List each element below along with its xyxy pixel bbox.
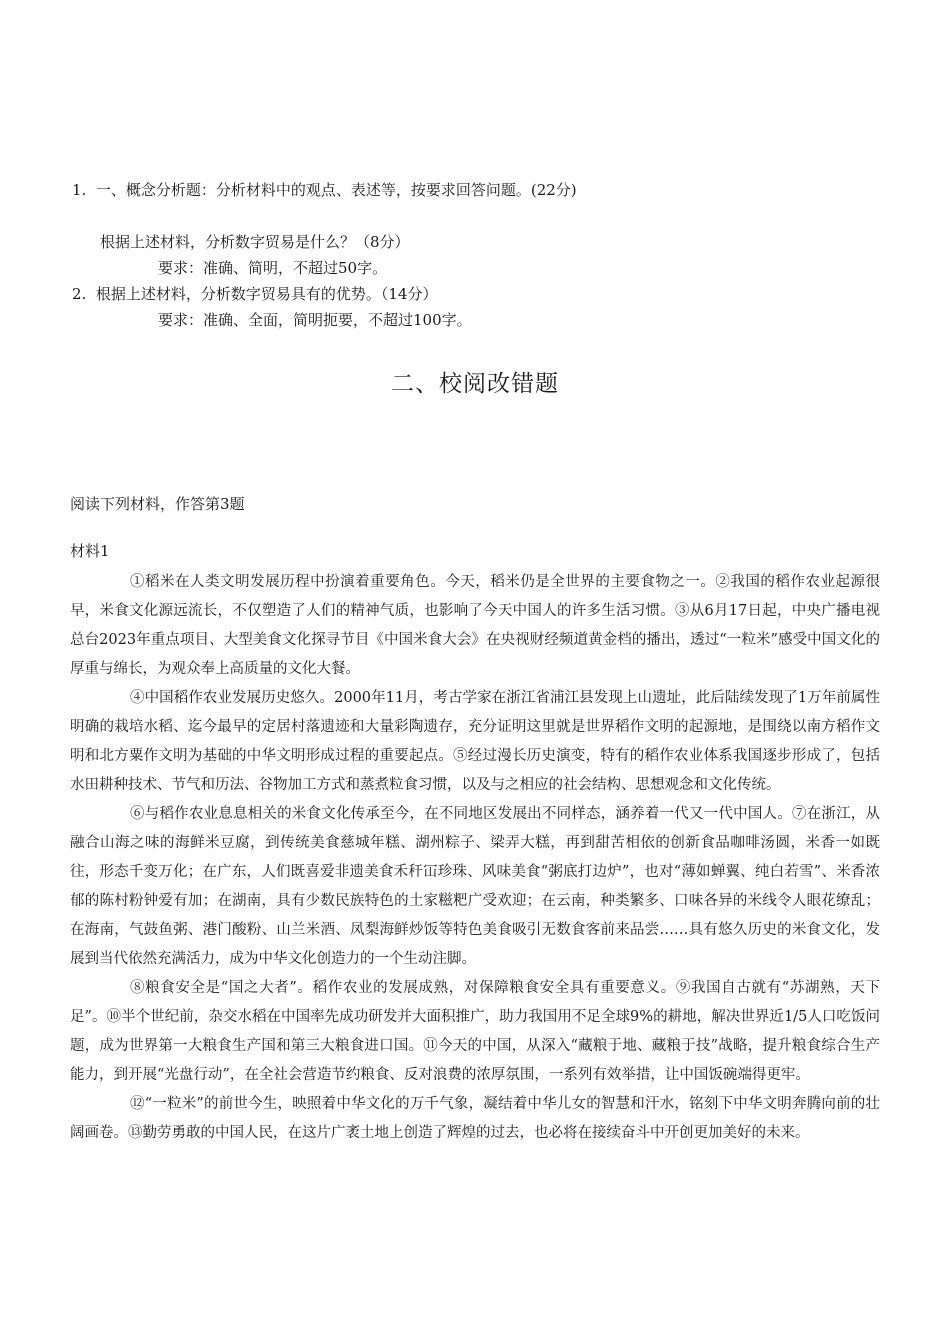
paragraph-3: ⑥与稻作农业息息相关的米食文化传承至今，在不同地区发展出不同样态，涵养着一代又一代中国人。⑦在浙江，从融合山海之味的海鲜米豆腐，到传统美食慈城年糕、湖州粽子、梁弄大糕，再到甜苦相依的创新食品咖啡汤圆，米香一如既往，形态千变万化；在广东，人们既喜爱非遗美食禾秆冚珍珠、风味美食“粥底打边炉”，也对“薄如蝉翼、纯白若雪”、米香浓郁的陈村粉钟爱有加；在湖南，具有少数民族特色的土家糍粑广受欢迎；在云南，种类繁多、口味各异的米线令人眼花缭乱；在海南，气鼓鱼粥、港门酸粉、山兰米酒、凤梨海鲜炒饭等特色美食吸引无数食客前来品尝……具有悠久历史的米食文化，发展到当代依然充满活力，成为中华文化创造力的一个生动注脚。: [70, 806, 880, 967]
paragraph-1: ①稻米在人类文明发展历程中扮演着重要角色。今天，稻米仍是全世界的主要食物之一。②我国的稻作农业起源很早，米食文化源远流长，不仅塑造了人们的精神气质，也影响了今天中国人的许多生活习惯。③从6月17日起，中央广播电视总台2023年重点项目、大型美食文化探寻节目《中国米食大会》在央视财经频道黄金档的播出，透过“一粒米”感受中国文化的厚重与绵长，为观众奉上高质量的文化大餐。: [70, 574, 880, 677]
question-1-text: 一、概念分析题：分析材料中的观点、表述等，按要求回答问题。(22分): [95, 181, 577, 199]
question-2-number: 2.: [72, 285, 87, 303]
paragraph-5: ⑫“一粒米”的前世今生，映照着中华文化的万千气象，凝结着中华儿女的智慧和汗水，铭刻下中华文明奔腾向前的壮阔画卷。⑬勤劳勇敢的中国人民，在这片广袤土地上创造了辉煌的过去，也必将在接续奋斗中开创更加美好的未来。: [70, 1096, 880, 1141]
material-label: 材料1: [70, 542, 110, 560]
section-title: 二、校阅改错题: [391, 371, 559, 397]
question-1: [72, 180, 577, 200]
paragraph-4: ⑧粮食安全是“国之大者”。稻作农业的发展成熟，对保障粮食安全具有重要意义。⑨我国自古就有“苏湖熟，天下足”。⑩半个世纪前，杂交水稻在中国率先成功研发并大面积推广，助力我国用不足全球9%的耕地，解决世界近1/5人口吃饭问题，成为世界第一大粮食生产国和第三大粮食进口国。⑪今天的中国，从深入“藏粮于地、藏粮于技”战略，提升粮食综合生产能力，到开展“光盘行动”，在全社会营造节约粮食、反对浪费的浓厚氛围，一系列有效举措，让中国饭碗端得更牢。: [70, 980, 880, 1083]
question-2-requirement: 要求：准确、全面，简明扼要，不超过100字。: [158, 311, 472, 329]
paragraph-2: ④中国稻作农业发展历史悠久。2000年11月，考古学家在浙江省浦江县发现上山遗址，此后陆续发现了1万年前属性明确的栽培水稻、迄今最早的定居村落遗迹和大量彩陶遗存，充分证明这里就是世界稻作文明的起源地，是围绕以南方稻作文明和北方粟作文明为基础的中华文明形成过程的重要起点。⑤经过漫长历史演变，特有的稻作农业体系我国逐步形成了，包括水田耕种技术、节气和历法、谷物加工方式和蒸煮粒食习惯，以及与之相应的社会结构、思想观念和文化传统。: [70, 690, 880, 793]
question-2-text: 根据上述材料，分析数字贸易具有的优势。（14分）: [95, 285, 438, 303]
question-1-number: 1.: [72, 181, 87, 199]
question-2: [72, 284, 437, 304]
question-1-sub: 根据上述材料，分析数字贸易是什么？（8分）: [100, 233, 410, 251]
question-1-requirement: 要求：准确、简明，不超过50字。: [158, 259, 388, 277]
reading-instruction: 阅读下列材料，作答第3题: [70, 495, 245, 513]
material-passage: [70, 568, 880, 1148]
